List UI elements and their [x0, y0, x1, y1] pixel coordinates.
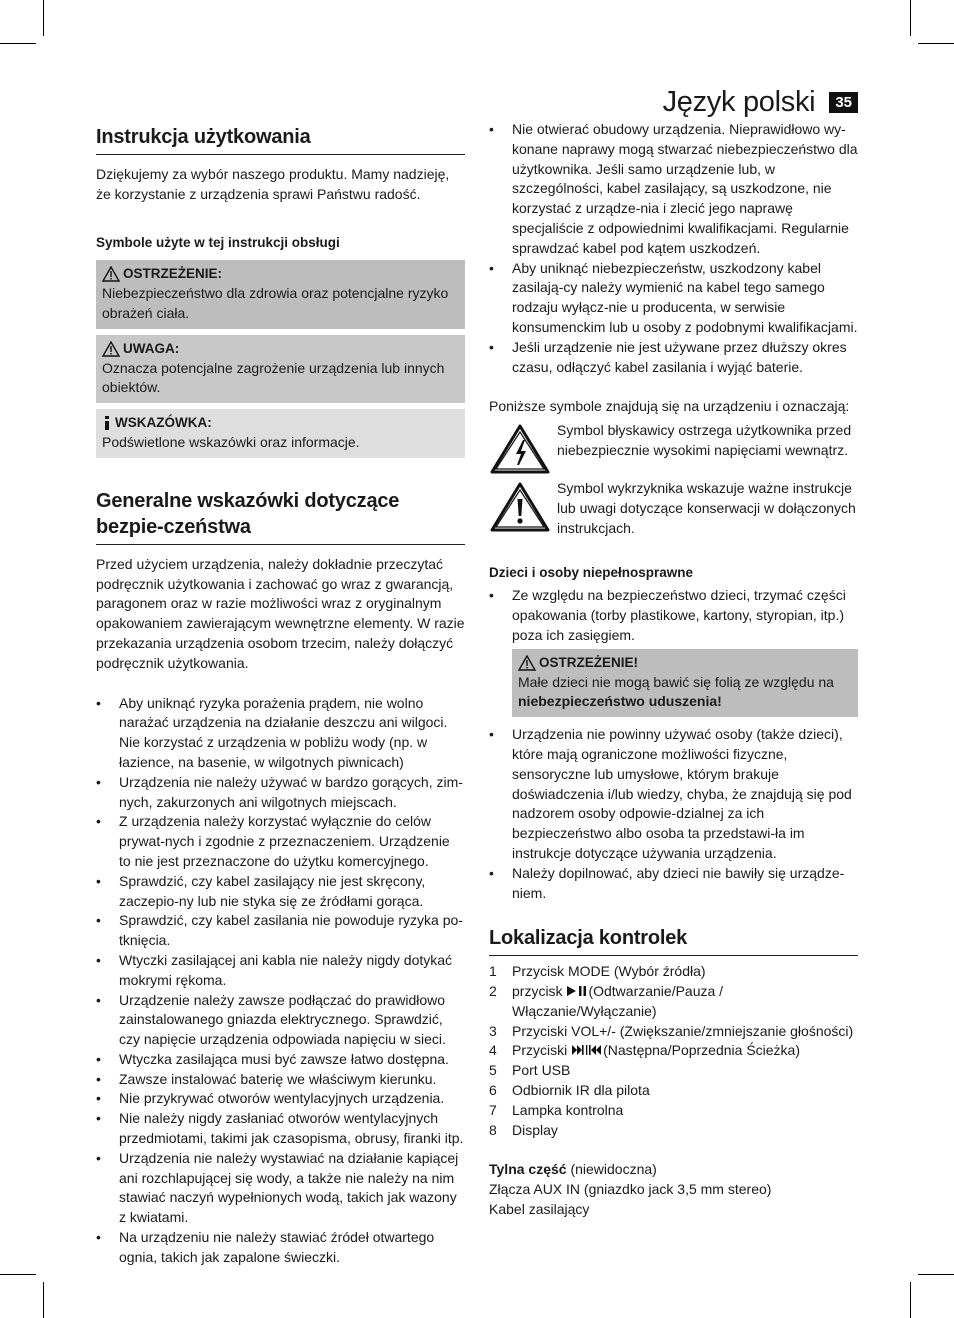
lightning-warning-icon — [489, 423, 551, 475]
symbols-intro: Poniższe symbole znajdują się na urządzeniu i oznaczają: — [489, 398, 850, 415]
controls-heading: Lokalizacja kontrolek — [489, 921, 858, 956]
warning-box — [96, 260, 465, 328]
list-item: • Zawsze instalować baterię we właściwym kierunku. — [96, 1070, 465, 1090]
caution-box — [96, 335, 465, 403]
list-item: • Urządzenie należy zawsze podłączać do prawidłowo zainstalowanego gniazda elektrycznego. Sprawdzić, czy napięcie urządzenia odpowiada napięciu w sieci. — [96, 991, 465, 1050]
safety-heading: Generalne wskazówki dotyczące bezpie-czeństwa — [96, 484, 465, 545]
page-header — [663, 86, 858, 119]
children-warning-emphasis: niebezpieczeństwo uduszenia! — [518, 693, 722, 710]
exclamation-symbol-row — [489, 479, 858, 538]
children-heading: Dzieci i osoby niepełnosprawne — [489, 564, 694, 580]
control-item: 2 przycisk (Odtwarzanie/Pauza / Włączanie/Wyłączanie) — [489, 983, 724, 1019]
list-item: • Ze względu na bezpieczeństwo dzieci, trzymać części opakowania (torby plastikowe, kartony, styropian, itp.) poza ich zasięgiem. — [489, 586, 858, 645]
safety-list-continued — [489, 120, 858, 377]
children-warning-box — [512, 649, 858, 717]
caution-triangle-icon — [102, 341, 120, 357]
crop-mark — [918, 1274, 954, 1275]
crop-mark — [910, 1282, 911, 1318]
list-item: • Urządzenia nie powinny używać osoby (także dzieci), które mają ograniczone możliwości fizyczne, sensoryczne lub umysłowe, którym brakuje doświadczenia i/lub wiedzy, chyba, że znajdują się pod nadzorem osoby odpowie-dzialnej za ich bezpieczeństwo albo osoba ta przedstawi-ła im instrukcje dotyczące używania urządzenia. — [489, 725, 858, 864]
crop-mark — [910, 0, 911, 36]
list-item: • Z urządzenia należy korzystać wyłącznie do celów prywat-nych i zgodnie z przeznaczeniem. Urządzenie to nie jest przeznaczone do użytku komercyjnego. — [96, 812, 465, 871]
crop-mark — [0, 1274, 36, 1275]
caution-title: UWAGA: — [123, 340, 180, 356]
list-item: • Sprawdzić, czy kabel zasilający nie jest skręcony, zaczepio-ny lub nie styka się ze źródłami gorąca. — [96, 872, 465, 912]
children-warning-text — [518, 673, 852, 713]
safety-intro: Przed użyciem urządzenia, należy dokładnie przeczytać podręcznik użytkowania i zachować go wraz z gwarancją, paragonem oraz w razie możliwości wraz z oryginalnym opakowaniem zawierającym wewnętrzne elementy. W razie przekazania urządzenia osobom trzecim, należy dołączyć podręcznik użytkowania. — [96, 555, 465, 671]
list-item: • Wtyczka zasilająca musi być zawsze łatwo dostępna. — [96, 1050, 465, 1070]
list-item: • Nie przykrywać otworów wentylacyjnych urządzenia. — [96, 1089, 465, 1109]
crop-mark — [43, 1282, 44, 1318]
right-column — [489, 120, 858, 1220]
children-warning-title: OSTRZEŻENIE! — [539, 654, 639, 670]
controls-list — [489, 962, 858, 1140]
back-heading-note: (niewidoczna) — [566, 1161, 657, 1178]
info-icon — [102, 415, 112, 431]
list-item: • Aby uniknąć ryzyka porażenia prądem, nie wolno narażać urządzenia na działanie deszczu ani wilgoci. Nie korzystać z urządzenia w pobliżu wody (np. w łazience, na basenie, w wilgotnych piwnicach) — [96, 694, 465, 773]
list-item: • Należy dopilnować, aby dzieci nie bawiły się urządze-niem. — [489, 864, 858, 904]
page-number: 35 — [829, 92, 858, 113]
page-title: Język polski — [662, 86, 816, 118]
back-item: Złącza AUX IN (gniazdko jack 3,5 mm stereo) — [489, 1181, 772, 1198]
back-item: Kabel zasilający — [489, 1201, 590, 1218]
tip-title: WSKAZÓWKA: — [115, 415, 212, 431]
play-pause-icon — [566, 985, 588, 997]
list-item: • Aby uniknąć niebezpieczeństw, uszkodzony kabel zasilają-cy należy wymienić na kabel tego samego rodzaju wyłącz-nie u producenta, w serwisie konsumenckim lub u osoby z podobnymi kwalifikacjami. — [489, 259, 858, 338]
warning-text: Niebezpieczeństwo dla zdrowia oraz potencjalne ryzyko obrażeń ciała. — [102, 285, 449, 321]
list-item: • Urządzenia nie należy wystawiać na działanie kapiącej ani rozchlapującej się wody, a także nie należy na nim stawiać naczyń wypełnionych wodą, takich jak wazony z kwiatami. — [96, 1149, 465, 1228]
exclamation-warning-icon — [489, 481, 551, 533]
list-item: • Jeśli urządzenie nie jest używane przez dłuższy okres czasu, odłączyć kabel zasilania i wyjąć baterie. — [489, 338, 858, 378]
control-item: 8 Display — [489, 1121, 558, 1138]
tip-text: Podświetlone wskazówki oraz informacje. — [102, 433, 360, 450]
back-heading-bold: Tylna część — [489, 1161, 567, 1178]
list-item: • Sprawdzić, czy kabel zasilania nie powoduje ryzyka po-tknięcia. — [96, 911, 465, 951]
safety-list — [96, 694, 465, 1268]
symbols-heading: Symbole użyte w tej instrukcji obsługi — [96, 234, 340, 250]
control-item: 5 Port USB — [489, 1062, 571, 1079]
lightning-symbol-row — [489, 421, 858, 475]
children-list-continued — [489, 725, 858, 903]
exclamation-text: Symbol wykrzyknika wskazuje ważne instrukcje lub uwagi dotyczące konserwacji w dołączonych instrukcjach. — [557, 480, 856, 536]
children-warning-body: Małe dzieci nie mogą bawić się folią ze względu na — [518, 673, 834, 690]
control-item: 3 Przyciski VOL+/- (Zwiększanie/zmniejszanie głośności) — [489, 1022, 854, 1039]
crop-mark — [43, 0, 44, 36]
crop-mark — [0, 43, 36, 44]
tip-box — [96, 409, 465, 458]
list-item: • Nie otwierać obudowy urządzenia. Nieprawidłowo wy-konane naprawy mogą stwarzać niebezpieczeństwo dla użytkownika. Jeśli samo urządzenie lub, w szczególności, kabel zasilający, są uszkodzone, nie korzystać z urządze-nia i zlecić jego naprawę specjaliście z odpowiednimi kwalifikacjami. Regularnie sprawdzać kabel pod kątem uszkodzeń. — [489, 120, 858, 259]
warning-triangle-icon — [102, 266, 120, 282]
control-item: 6 Odbiornik IR dla pilota — [489, 1082, 650, 1099]
list-item: • Wtyczki zasilającej ani kabla nie należy nigdy dotykać mokrymi rękoma. — [96, 951, 465, 991]
lightning-text: Symbol błyskawicy ostrzega użytkownika przed niebezpiecznie wysokimi napięciami wewnątrz. — [557, 422, 852, 458]
children-list — [489, 586, 858, 645]
caution-text: Oznacza potencjalne zagrożenie urządzenia lub innych obiektów. — [102, 359, 445, 396]
list-item: • Nie należy nigdy zasłaniać otworów wentylacyjnych przedmiotami, takimi jak czasopisma, obrusy, firanki itp. — [96, 1109, 465, 1149]
list-item: • Na urządzeniu nie należy stawiać źródeł otwartego ognia, takich jak zapalone świeczki. — [96, 1228, 465, 1268]
usage-heading: Instrukcja użytkowania — [96, 120, 465, 155]
crop-mark — [918, 43, 954, 44]
left-column — [96, 120, 465, 1268]
control-item: 1 Przycisk MODE (Wybór źródła) — [489, 963, 706, 980]
intro-text: Dziękujemy za wybór naszego produktu. Mamy nadzieję, że korzystanie z urządzenia sprawi Państwu radość. — [96, 166, 450, 202]
control-item: 7 Lampka kontrolna — [489, 1101, 624, 1118]
back-heading — [489, 1160, 858, 1180]
list-item: • Urządzenia nie należy używać w bardzo gorących, zim-nych, zakurzonych ani wilgotnych miejscach. — [96, 773, 465, 813]
next-previous-icon — [571, 1044, 603, 1056]
control-item: 4 Przyciski (Następna/Poprzednia Ścieżka) — [489, 1042, 801, 1059]
warning-triangle-icon — [518, 655, 536, 671]
warning-title: OSTRZEŻENIE: — [123, 266, 223, 282]
